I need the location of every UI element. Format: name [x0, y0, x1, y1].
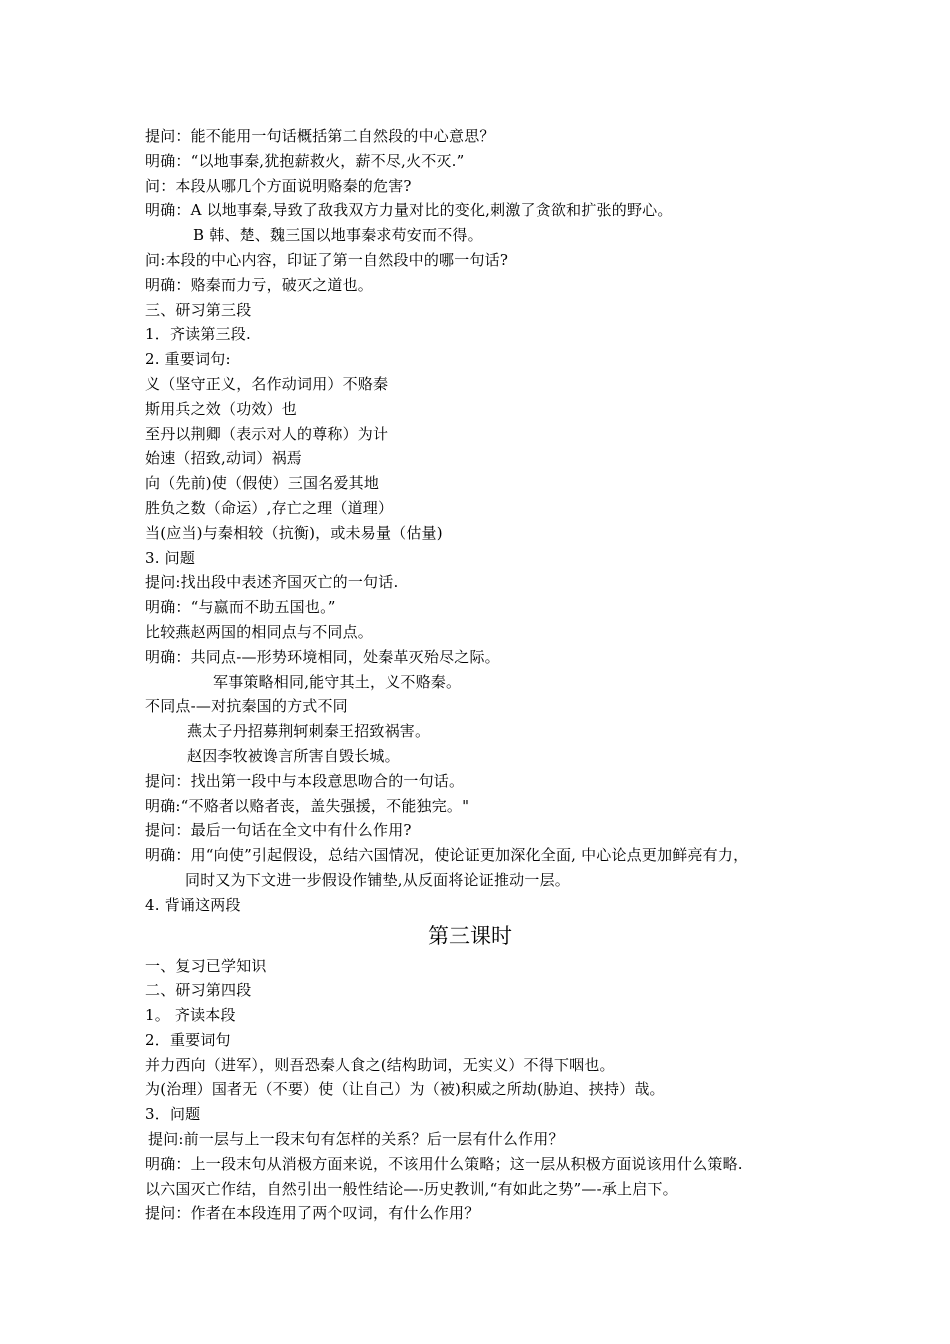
text-line: 义（坚守正义，名作动词用）不赂秦 [145, 374, 389, 393]
text-line: 至丹以荆卿（表示对人的尊称）为计 [145, 424, 389, 443]
text-line: 明确:“不赂者以赂者丧，盖失强援，不能独完。" [145, 796, 470, 815]
text-line: 4. 背诵这两段 [145, 895, 241, 914]
text-line: 军事策略相同,能守其土，义不赂秦。 [213, 672, 462, 691]
text-line: 胜负之数（命运）,存亡之理（道理） [145, 498, 394, 517]
text-line: 1．齐读第三段. [145, 325, 251, 344]
text-line: 二、研习第四段 [145, 981, 252, 1000]
lesson-heading: 第三课时 [428, 923, 512, 948]
text-line: 比较燕赵两国的相同点与不同点。 [145, 622, 374, 641]
text-line: 明确：上一段末句从消极方面来说，不该用什么策略；这一层从积极方面说该用什么策略. [145, 1154, 743, 1173]
text-line: 1。 齐读本段 [145, 1006, 236, 1025]
text-line: 提问:找出段中表述齐国灭亡的一句话. [145, 573, 399, 592]
text-line: 明确：用“向使”引起假设，总结六国情况，使论证更加深化全面, 中心论点更加鲜亮有力， [145, 846, 749, 865]
text-line: 斯用兵之效（功效）也 [145, 399, 298, 418]
text-line: 三、研习第三段 [145, 300, 252, 319]
text-line: 问:本段的中心内容，印证了第一自然段中的哪一句话? [145, 250, 509, 269]
text-line: 同时又为下文进一步假设作铺垫,从反面将论证推动一层。 [185, 870, 570, 889]
text-line: 2. 重要词句: [145, 350, 231, 369]
text-line: 提问：作者在本段连用了两个叹词，有什么作用？ [145, 1204, 480, 1223]
text-line: 提问:前一层与上一段末句有怎样的关系？后一层有什么作用？ [148, 1130, 564, 1149]
text-line: 2．重要词句 [145, 1030, 231, 1049]
text-line: 提问：能不能用一句话概括第二自然段的中心意思？ [145, 127, 495, 145]
text-line: 提问：找出第一段中与本段意思吻合的一句话。 [145, 771, 465, 790]
text-line: 向（先前)使（假使）三国名爱其地 [145, 474, 380, 493]
section-lesson-two-part [145, 124, 865, 918]
text-line: 一、复习已学知识 [145, 956, 267, 975]
text-line: 明确：“以地事秦,犹抱薪救火，薪不尽,火不灭.” [145, 151, 465, 170]
text-line: 明确：“与嬴而不助五国也。” [145, 598, 336, 617]
text-line: 3．问题 [145, 1105, 201, 1124]
text-line: 始速（招致,动词）祸焉 [145, 449, 302, 468]
text-line: 3. 问题 [145, 548, 196, 567]
text-line: 问：本段从哪几个方面说明赂秦的危害? [145, 176, 412, 195]
text-line: 为(治理）国者无（不要）使（让自己）为（被)积威之所劫(胁迫、挟持）哉。 [145, 1080, 665, 1099]
text-line: 并力西向（进军），则吾恐秦人食之(结构助词，无实义）不得下咽也。 [145, 1055, 615, 1074]
text-line: 燕太子丹招募荆轲刺秦王招致祸害。 [187, 722, 431, 741]
text-line: 不同点-—对抗秦国的方式不同 [145, 697, 348, 716]
text-line: 以六国灭亡作结，自然引出一般性结论—-历史教训,“有如此之势”—-承上启下。 [145, 1179, 678, 1198]
text-line: 赵因李牧被谗言所害自毁长城。 [187, 746, 400, 765]
document-body [145, 124, 865, 1226]
text-line: B 韩、楚、魏三国以地事秦求苟安而不得。 [193, 226, 483, 245]
text-line: 提问：最后一句话在全文中有什么作用? [145, 821, 412, 840]
text-line: 明确：A 以地事秦,导致了敌我双方力量对比的变化,刺激了贪欲和扩张的野心。 [145, 201, 673, 220]
text-line: 明确：共同点-—形势环境相同，处秦革灭殆尽之际。 [145, 647, 500, 666]
text-line: 当(应当)与秦相较（抗衡)，或未易量（估量) [145, 523, 443, 542]
text-line: 明确：赂秦而力亏，破灭之道也。 [145, 275, 374, 294]
section-lesson-three [145, 954, 865, 1227]
